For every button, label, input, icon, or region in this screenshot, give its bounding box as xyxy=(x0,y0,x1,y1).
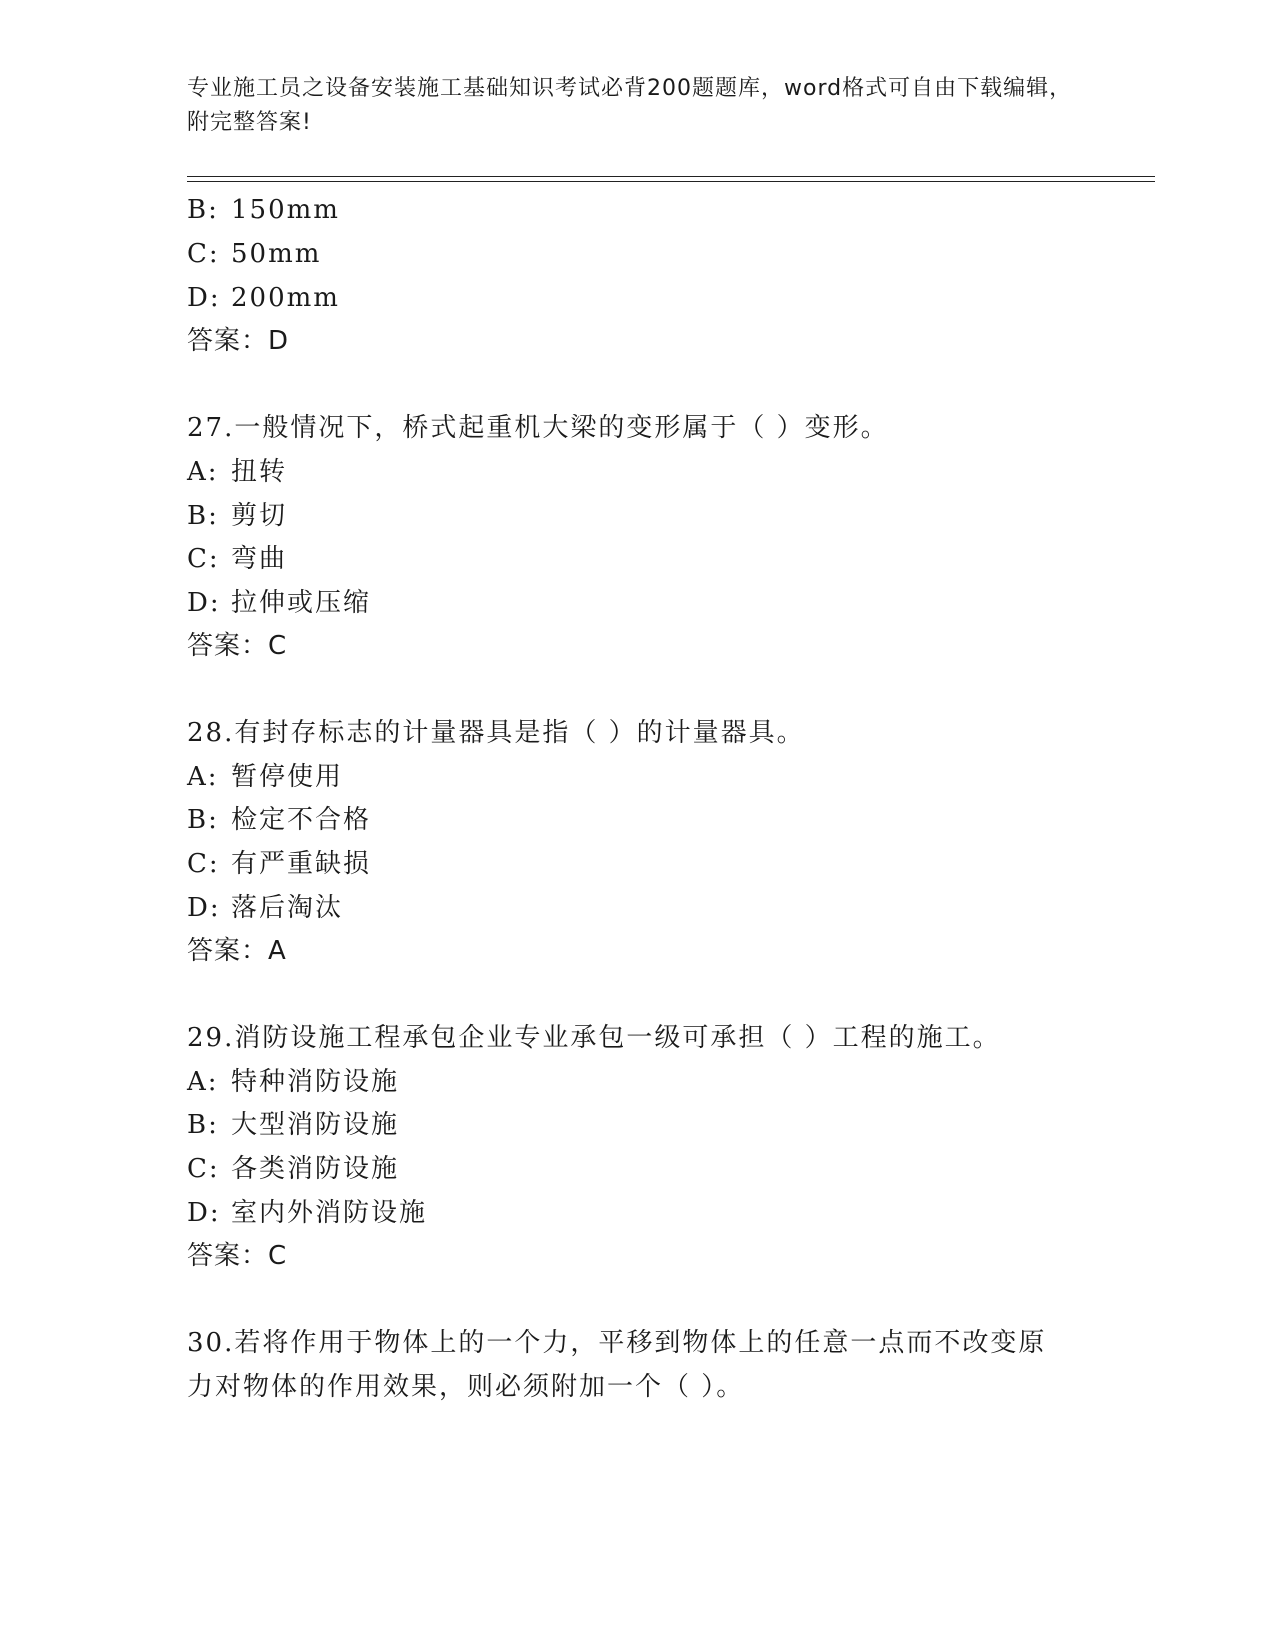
answer-value: C xyxy=(268,631,288,661)
option-text: 剪切 xyxy=(231,501,288,531)
question-number: 27. xyxy=(187,413,235,443)
option-key: A: xyxy=(187,457,219,487)
option-key: B: xyxy=(187,1110,219,1140)
option-key: C: xyxy=(187,849,220,879)
option-row xyxy=(187,1152,399,1186)
option-text: 200mm xyxy=(231,283,340,313)
option-row xyxy=(187,281,340,315)
option-row xyxy=(187,1108,399,1142)
question-text: 一般情况下，桥式起重机大梁的变形属于（ ）变形。 xyxy=(234,413,889,443)
option-key: C: xyxy=(187,544,220,574)
document-header: 专业施工员之设备安装施工基础知识考试必背200题题库，word格式可自由下载编辑，附完整答案! xyxy=(187,76,1073,135)
option-text: 大型消防设施 xyxy=(231,1110,400,1140)
answer-row xyxy=(187,324,289,358)
question-28 xyxy=(187,716,805,750)
option-key: C: xyxy=(187,239,220,269)
option-text: 扭转 xyxy=(231,457,288,487)
option-key: B: xyxy=(187,805,219,835)
question-number: 29. xyxy=(187,1023,235,1053)
question-text: 若将作用于物体上的一个力，平移到物体上的任意一点而不改变原 xyxy=(234,1328,1047,1358)
option-key: A: xyxy=(187,1067,219,1097)
answer-label: 答案： xyxy=(187,631,269,661)
option-text: 落后淘汰 xyxy=(231,893,344,923)
question-30 xyxy=(187,1326,1046,1360)
answer-row xyxy=(187,629,287,663)
option-text: 检定不合格 xyxy=(231,805,372,835)
answer-row xyxy=(187,1239,287,1273)
option-row xyxy=(187,847,371,881)
header-divider-top xyxy=(187,176,1155,177)
option-key: D: xyxy=(187,588,221,618)
option-text: 弯曲 xyxy=(231,544,288,574)
option-text: 特种消防设施 xyxy=(231,1067,400,1097)
question-number: 30. xyxy=(187,1328,235,1358)
option-row xyxy=(187,586,371,620)
option-text: 暂停使用 xyxy=(231,762,344,792)
answer-row xyxy=(187,934,287,968)
option-row xyxy=(187,803,371,837)
question-text: 消防设施工程承包企业专业承包一级可承担（ ）工程的施工。 xyxy=(234,1023,1001,1053)
option-text: 各类消防设施 xyxy=(231,1154,400,1184)
answer-value: C xyxy=(268,1241,288,1271)
option-text: 有严重缺损 xyxy=(231,849,372,879)
option-row xyxy=(187,237,321,271)
header-divider-bottom xyxy=(187,181,1155,182)
question-27 xyxy=(187,411,889,445)
option-row xyxy=(187,891,343,925)
question-29 xyxy=(187,1021,1001,1055)
option-row xyxy=(187,1196,427,1230)
question-text: 力对物体的作用效果，则必须附加一个（ ）。 xyxy=(187,1372,745,1402)
option-key: C: xyxy=(187,1154,220,1184)
answer-label: 答案： xyxy=(187,1241,269,1271)
option-key: B: xyxy=(187,501,219,531)
option-row xyxy=(187,499,287,533)
question-text: 有封存标志的计量器具是指（ ）的计量器具。 xyxy=(234,718,805,748)
option-key: D: xyxy=(187,283,221,313)
option-text: 拉伸或压缩 xyxy=(231,588,372,618)
option-row xyxy=(187,760,343,794)
answer-value: A xyxy=(268,936,287,966)
option-text: 室内外消防设施 xyxy=(231,1198,428,1228)
option-row xyxy=(187,542,287,576)
question-30-continued xyxy=(187,1370,744,1404)
answer-value: D xyxy=(268,326,290,356)
option-key: A: xyxy=(187,762,219,792)
option-key: B: xyxy=(187,195,219,225)
answer-label: 答案： xyxy=(187,326,269,356)
option-row xyxy=(187,193,340,227)
option-key: D: xyxy=(187,1198,221,1228)
option-text: 50mm xyxy=(231,239,322,269)
question-number: 28. xyxy=(187,718,235,748)
option-row xyxy=(187,1065,399,1099)
answer-label: 答案： xyxy=(187,936,269,966)
option-key: D: xyxy=(187,893,221,923)
option-row xyxy=(187,455,287,489)
option-text: 150mm xyxy=(231,195,340,225)
